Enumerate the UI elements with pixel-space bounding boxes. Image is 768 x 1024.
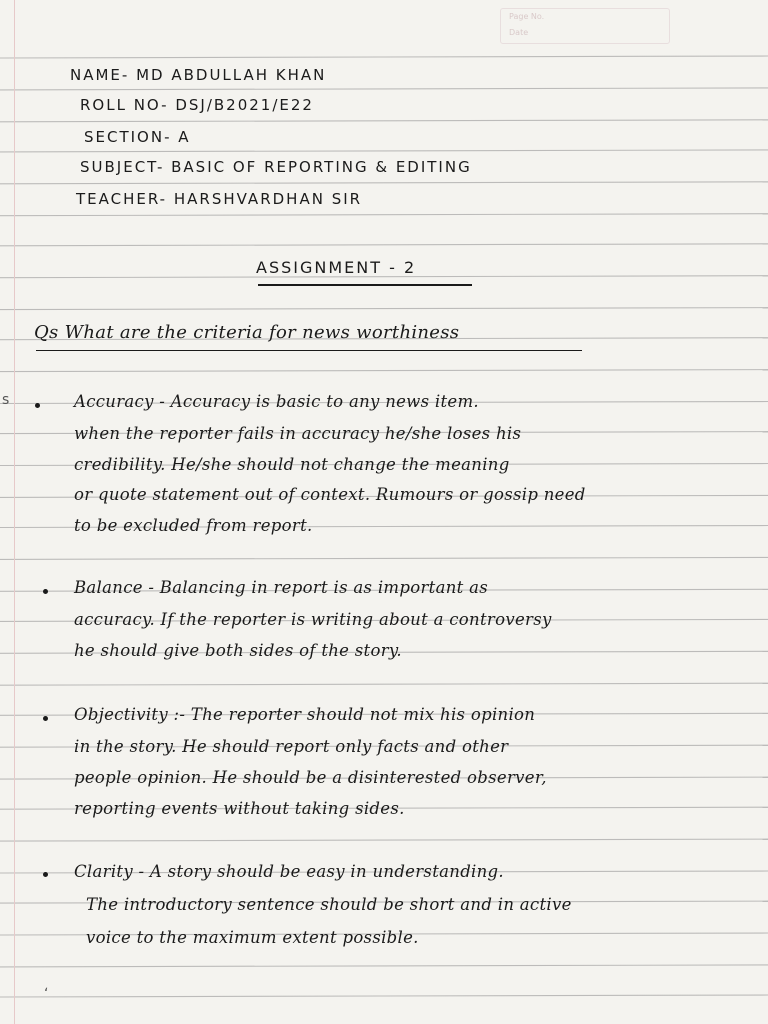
point-objectivity-line-4: reporting events without taking sides. <box>74 799 405 818</box>
margin-line <box>14 0 15 1024</box>
ruled-line <box>0 88 768 90</box>
ruled-line <box>0 308 768 310</box>
point-clarity-line-3: voice to the maximum extent possible. <box>86 928 419 947</box>
ruled-line <box>0 182 768 184</box>
question: Qs What are the criteria for news worthiness <box>34 322 460 343</box>
bullet <box>43 716 48 721</box>
subject: SUBJECT- BASIC OF REPORTING & EDITING <box>80 158 472 176</box>
question-underline <box>36 350 582 351</box>
point-accuracy-line-3: credibility. He/she should not change the meaning <box>74 455 510 474</box>
title-underline <box>258 284 472 286</box>
point-accuracy-line-2: when the reporter fails in accuracy he/she loses his <box>74 424 522 443</box>
teacher: TEACHER- HARSHVARDHAN SIR <box>76 190 363 208</box>
point-clarity-line-2: The introductory sentence should be short and in active <box>86 895 572 914</box>
point-objectivity-line-3: people opinion. He should be a disinterested observer, <box>74 768 547 787</box>
margin-mark: s <box>2 392 10 408</box>
point-objectivity-line-2: in the story. He should report only facts and other <box>74 737 509 756</box>
ruled-line <box>0 839 768 841</box>
point-balance-line-2: accuracy. If the reporter is writing about a controversy <box>74 610 552 629</box>
ruled-line <box>0 120 768 122</box>
ruled-line <box>0 150 768 152</box>
ruled-line <box>0 965 768 967</box>
ruled-line <box>0 370 768 372</box>
ruled-line <box>0 214 768 216</box>
section: SECTION- A <box>84 128 191 146</box>
point-accuracy-line-1: Accuracy - Accuracy is basic to any news item. <box>74 392 479 411</box>
point-accuracy-line-5: to be excluded from report. <box>74 516 313 535</box>
roll-number: ROLL NO- DSJ/B2021/E22 <box>80 96 314 114</box>
bottom-mark: ʻ <box>44 986 49 1002</box>
student-name: NAME- MD ABDULLAH KHAN <box>70 66 327 84</box>
ruled-line <box>0 995 768 997</box>
assignment-title: ASSIGNMENT - 2 <box>256 258 417 277</box>
page-number-box <box>500 8 670 44</box>
point-balance-line-3: he should give both sides of the story. <box>74 641 402 660</box>
page-no-label: Page No. <box>509 12 545 21</box>
bullet <box>35 403 40 408</box>
point-objectivity-line-1: Objectivity :- The reporter should not mix his opinion <box>74 705 536 724</box>
ruled-line <box>0 56 768 58</box>
point-accuracy-line-4: or quote statement out of context. Rumours or gossip need <box>74 485 586 504</box>
point-balance-line-1: Balance - Balancing in report is as important as <box>74 578 489 597</box>
bullet <box>43 872 48 877</box>
date-label: Date <box>509 28 529 37</box>
point-clarity-line-1: Clarity - A story should be easy in understanding. <box>74 862 504 881</box>
ruled-line <box>0 683 768 685</box>
bullet <box>43 589 48 594</box>
ruled-line <box>0 557 768 559</box>
ruled-line <box>0 244 768 246</box>
